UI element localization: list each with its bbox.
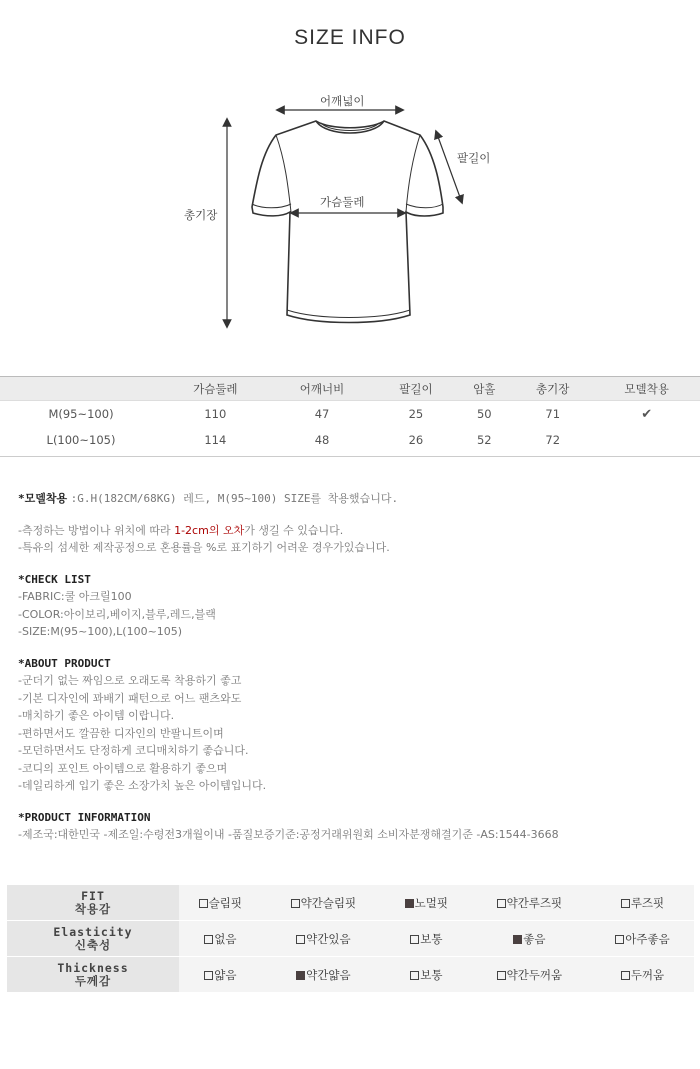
measure-note: [18, 522, 688, 540]
fit-label-ko: 착용감: [74, 901, 112, 916]
product-notes: [18, 490, 688, 844]
about-item: -군더기 없는 짜임으로 오래도록 착용하기 좋고: [18, 674, 242, 687]
shoulder-label: 어깨넓이: [320, 94, 365, 108]
length-cell: 72: [512, 427, 593, 457]
about-item: -매치하기 좋은 아이템 이랍니다.: [18, 709, 175, 722]
sleeve-cell: 25: [408, 407, 424, 421]
size-cell: M(95~100): [48, 407, 114, 421]
model-check-icon: ✔: [641, 406, 653, 422]
fit-option-label: 두꺼움: [630, 967, 665, 982]
tshirt-diagram: [0, 80, 700, 340]
size-cell: L(100~105): [0, 427, 162, 457]
model-title: *모델착용: [18, 492, 68, 505]
fit-option: [385, 885, 468, 921]
unchecked-box-icon: [204, 971, 213, 980]
shoulder-cell: 48: [269, 427, 376, 457]
fit-option-label: 보통: [420, 931, 443, 946]
fit-option: [262, 921, 385, 957]
about-item: -모던하면서도 단정하게 코디매치하기 좋습니다.: [18, 744, 249, 757]
fit-option-label: 아주좋음: [625, 931, 670, 946]
about-item: -코디의 포인트 아이템으로 활용하기 좋으며: [18, 761, 228, 775]
check-list-title: *CHECK LIST: [18, 572, 91, 586]
checked-box-icon: [405, 899, 414, 908]
fit-option-label: 얇음: [214, 967, 237, 982]
fit-option: [262, 885, 385, 921]
fit-label-en: Thickness: [57, 960, 129, 975]
fit-option-label: 약간슬림핏: [300, 895, 357, 910]
about-item: -편하면서도 깔끔한 디자인의 반팔니트이며: [18, 726, 224, 740]
checked-box-icon: [513, 935, 522, 944]
table-row: [0, 427, 700, 457]
fit-option-label: 약간루즈핏: [506, 895, 563, 910]
unchecked-box-icon: [410, 935, 419, 944]
checked-box-icon: [296, 971, 305, 980]
measure-suffix: 가 생길 수 있습니다.: [244, 523, 344, 537]
header-cell: 가슴둘레: [162, 377, 269, 401]
model-cell: [593, 427, 700, 457]
unchecked-box-icon: [621, 899, 630, 908]
about-item: -데일리하게 입기 좋은 소장가치 높은 아이템입니다.: [18, 779, 267, 792]
fit-option: [468, 921, 591, 957]
fit-option: [591, 885, 694, 921]
size-table: [0, 376, 700, 457]
fit-label-en: Elasticity: [53, 924, 133, 939]
fit-option: [591, 957, 694, 993]
armhole-cell: 52: [457, 427, 513, 457]
unchecked-box-icon: [291, 899, 300, 908]
fit-option: [179, 885, 262, 921]
fit-option: [262, 957, 385, 993]
fit-option-label: 슬림핏: [208, 895, 243, 910]
fit-row: [7, 921, 694, 957]
fit-option: [591, 921, 694, 957]
unchecked-box-icon: [497, 971, 506, 980]
fit-option-label: 없음: [214, 931, 237, 946]
header-cell: 어깨너비: [269, 377, 376, 401]
check-item: -COLOR:아이보리,베이지,블루,레드,블랙: [18, 607, 216, 621]
chest-cell: 110: [204, 407, 227, 421]
fit-row: [7, 885, 694, 921]
table-row: [0, 401, 700, 428]
shoulder-cell: 47: [314, 407, 330, 421]
fit-option: [179, 957, 262, 993]
measure-highlight: 1-2cm의 오차: [174, 523, 245, 537]
fit-option-label: 보통: [420, 967, 443, 982]
info-title: *PRODUCT INFORMATION: [18, 810, 151, 824]
fit-label-ko: 신축성: [74, 937, 112, 952]
header-cell: 암홀: [457, 377, 513, 401]
fit-option: [385, 957, 468, 993]
fit-option: [385, 921, 468, 957]
header-cell: 팔길이: [375, 377, 456, 401]
unchecked-box-icon: [497, 899, 506, 908]
fit-option: [468, 957, 591, 993]
chest-label: 가슴둘레: [320, 195, 365, 209]
header-cell: 총기장: [512, 377, 593, 401]
about-item: -기본 디자인에 꽈배기 패턴으로 어느 팬츠와도: [18, 691, 242, 705]
model-note: [18, 490, 688, 508]
about-title: *ABOUT PRODUCT: [18, 656, 111, 670]
info-text: -제조국:대한민국 -제조일:수령전3개월이내 -품질보증기준:공정거래위원회 소비자분쟁해결기준 -AS:1544-3668: [18, 828, 559, 841]
page-title: SIZE INFO: [294, 26, 406, 49]
fit-label-en: FIT: [81, 888, 105, 903]
check-item: -SIZE:M(95~100),L(100~105): [18, 625, 183, 638]
chest-cell: 114: [162, 427, 269, 457]
fit-table: [7, 885, 694, 993]
model-text: :G.H(182CM/68KG) 레드, M(95~100) SIZE를 착용했습니다.: [70, 492, 399, 505]
unchecked-box-icon: [204, 935, 213, 944]
header-cell: [0, 377, 162, 401]
tshirt-icon: [0, 80, 700, 340]
sleeve-cell: 26: [375, 427, 456, 457]
unchecked-box-icon: [615, 935, 624, 944]
fit-option-label: 루즈핏: [630, 895, 665, 910]
header-cell: 모델착용: [593, 377, 700, 401]
unchecked-box-icon: [199, 899, 208, 908]
armhole-cell: 50: [476, 407, 492, 421]
fit-option-label: 노멀핏: [414, 895, 448, 910]
unchecked-box-icon: [296, 935, 305, 944]
size-table-header: [0, 377, 700, 401]
fit-label-ko: 두께감: [74, 973, 112, 988]
unchecked-box-icon: [410, 971, 419, 980]
sleeve-label: 팔길이: [457, 151, 491, 165]
fabric-note: -특유의 섬세한 제작공정으로 혼용률을 %로 표기하기 어려운 경우가있습니다.: [18, 541, 390, 554]
fit-option-label: 약간있음: [306, 931, 351, 946]
fit-option-label: 좋음: [523, 931, 546, 946]
length-label: 총기장: [184, 208, 218, 222]
fit-row-label: [7, 957, 179, 993]
fit-row-label: [7, 885, 179, 921]
fit-option-label: 약간얇음: [306, 967, 351, 982]
fit-option: [179, 921, 262, 957]
measure-prefix: -측정하는 방법이나 위치에 따라: [18, 523, 175, 537]
length-cell: 71: [545, 407, 561, 421]
check-item: -FABRIC:쿨 아크릴100: [18, 590, 132, 603]
fit-row-label: [7, 921, 179, 957]
unchecked-box-icon: [621, 971, 630, 980]
fit-row: [7, 957, 694, 993]
fit-option-label: 약간두꺼움: [506, 967, 563, 982]
fit-option: [468, 885, 591, 921]
